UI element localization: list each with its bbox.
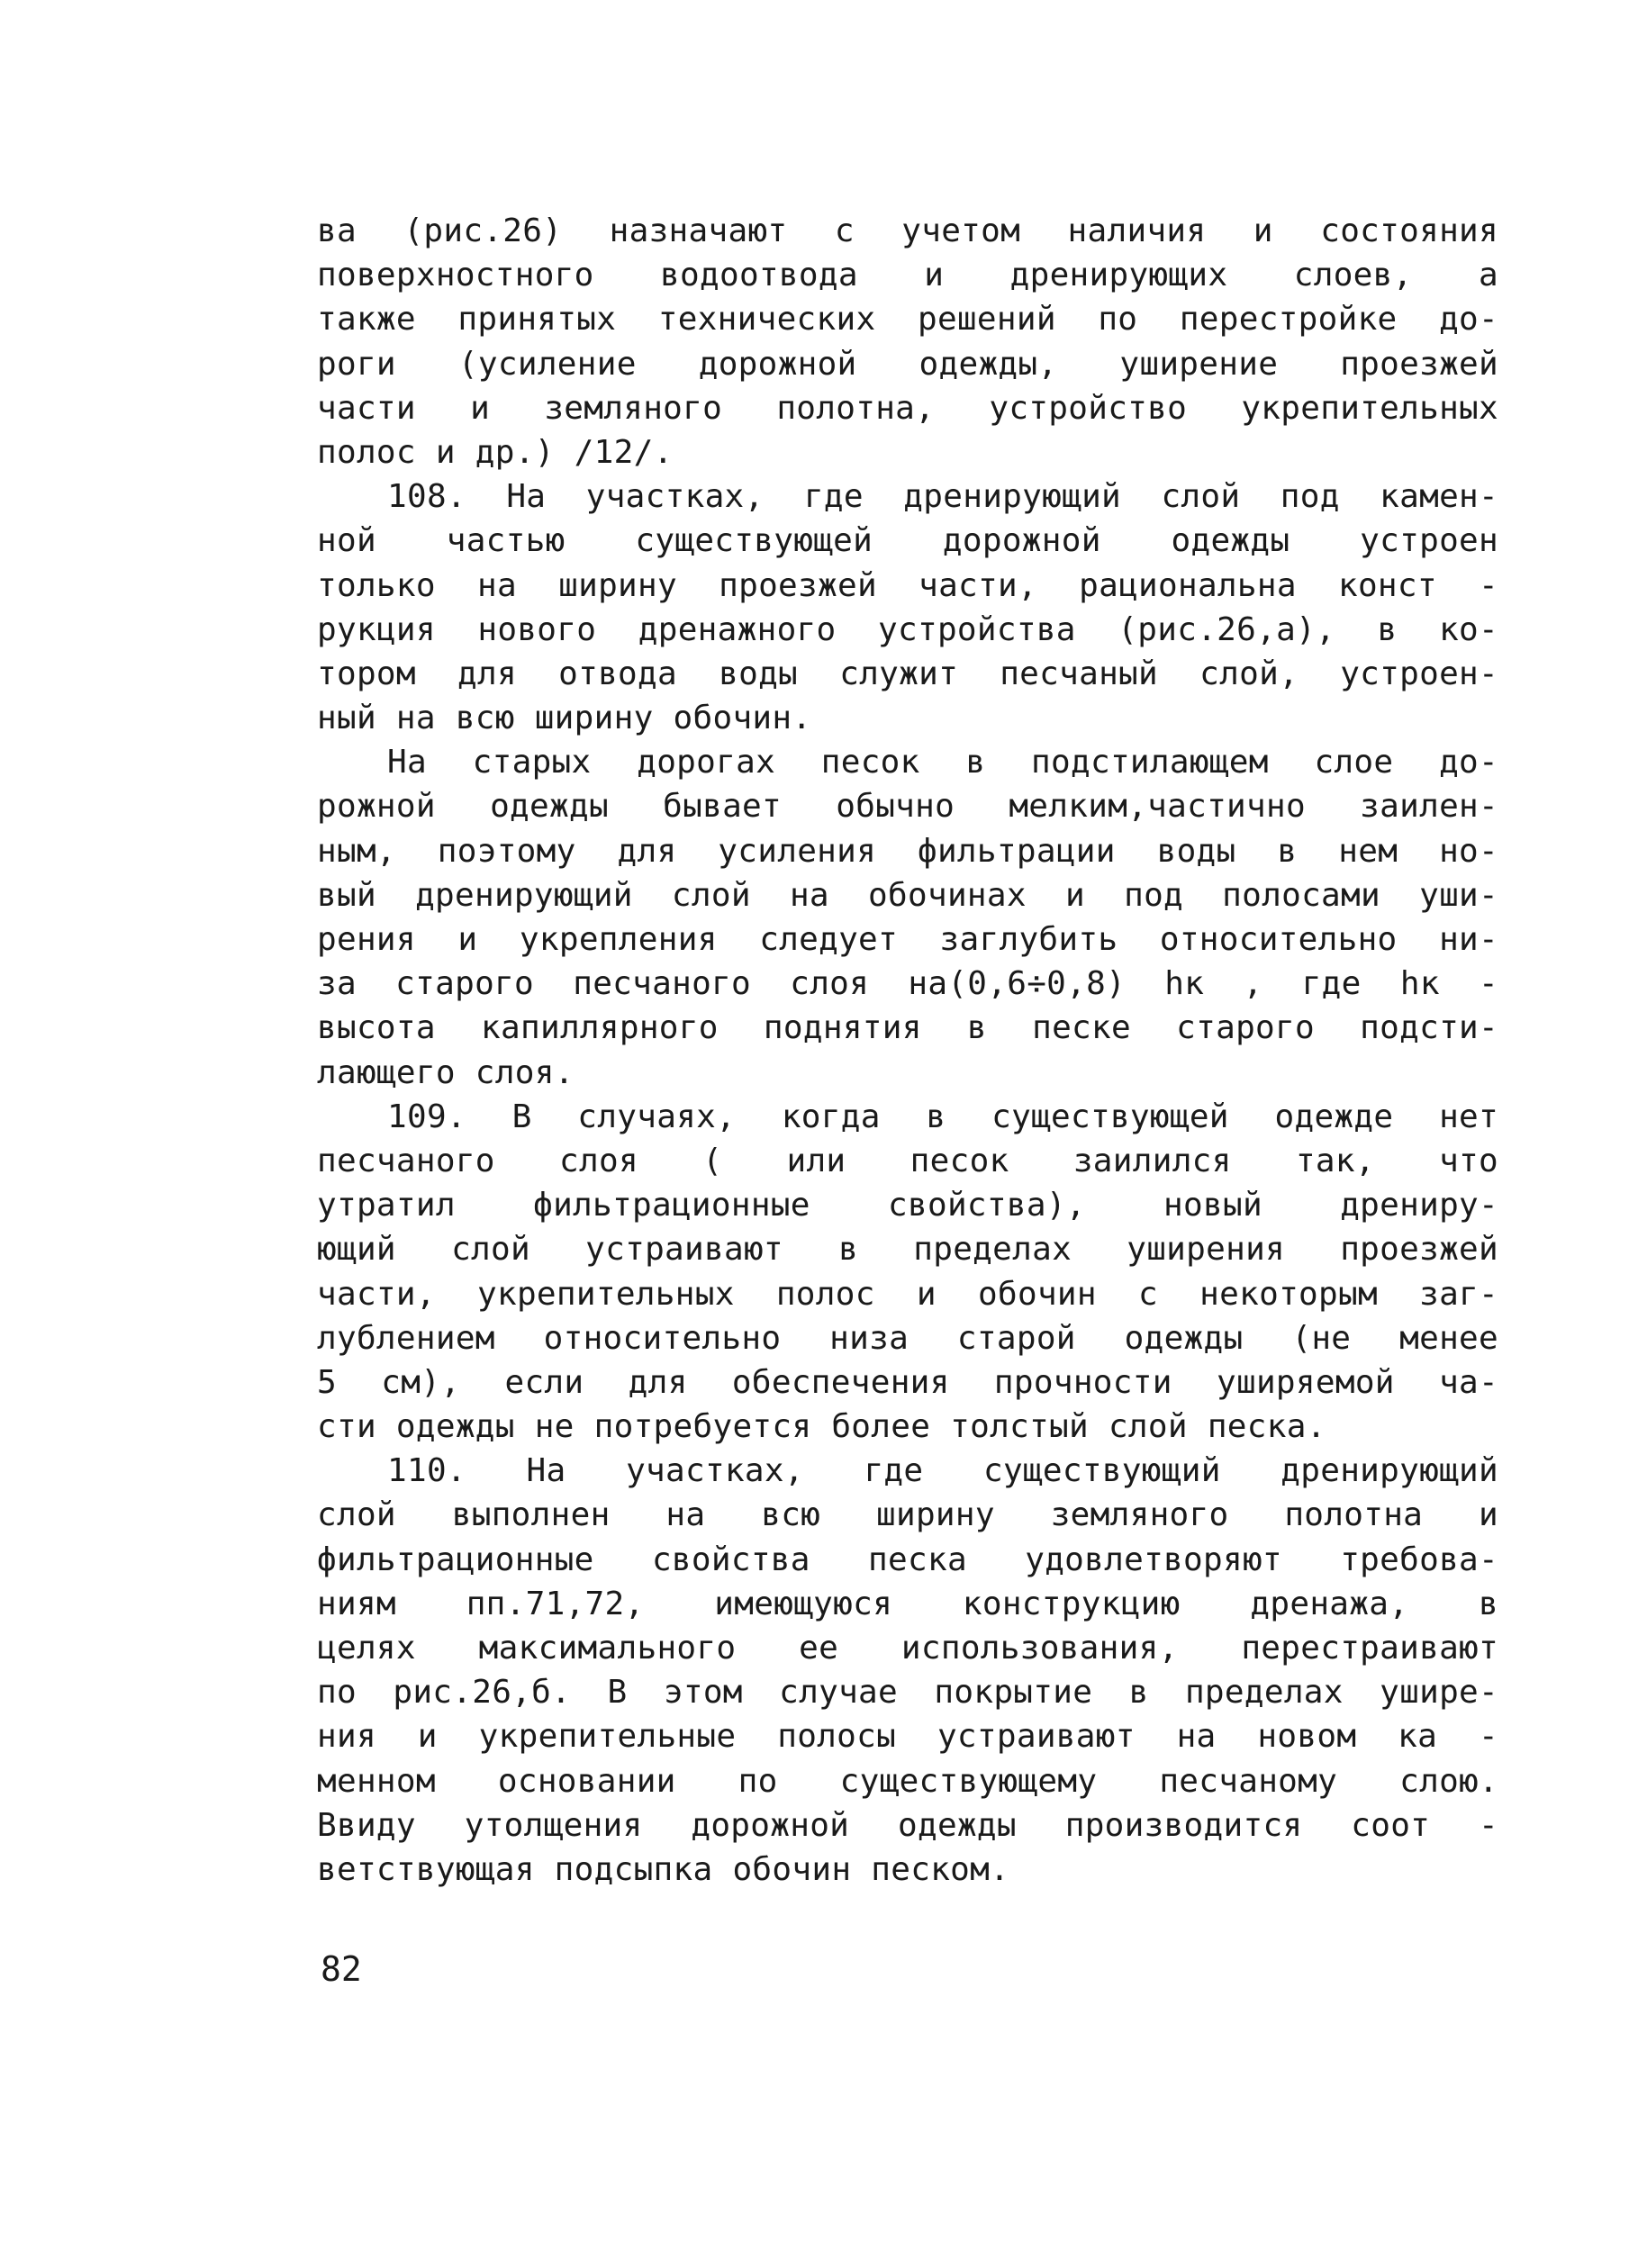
text-line: утратил фильтрационные свойства), новый дрениру-: [317, 1187, 1498, 1224]
text-line: ветствующая подсыпка обочин песком.: [317, 1850, 1010, 1888]
text-line: за старого песчаного слоя на(0,6÷0,8) hк , где hк -: [317, 965, 1498, 1003]
text-line: песчаного слоя ( или песок заилился так, что: [317, 1142, 1498, 1179]
text-line: по рис.26,б. В этом случае покрытие в пределах ушире-: [317, 1674, 1498, 1712]
text-line: ющий слой устраивают в пределах уширения проезжей: [317, 1231, 1498, 1269]
text-line: 108. На участках, где дренирующий слой под камен-: [387, 478, 1498, 516]
text-line: 109. В случаях, когда в существующей одежде нет: [387, 1098, 1498, 1135]
text-line: части и земляного полотна, устройство укрепительных: [317, 389, 1498, 427]
text-line: тором для отвода воды служит песчаный слой, устроен-: [317, 655, 1498, 692]
page-number: 82: [321, 1949, 362, 1989]
text-line: лающего слоя.: [317, 1053, 575, 1091]
text-line: ным, поэтому для усиления фильтрации воды в нем но-: [317, 832, 1498, 870]
text-line: ва (рис.26) назначают с учетом наличия и состояния: [317, 212, 1498, 249]
text-line: полос и др.) /12/.: [317, 433, 674, 471]
text-line: слой выполнен на всю ширину земляного полотна и: [317, 1496, 1498, 1534]
text-line: рения и укрепления следует заглубить относительно ни-: [317, 921, 1498, 958]
text-line: менном основании по существующему песчаному слою.: [317, 1762, 1498, 1800]
text-line: фильтрационные свойства песка удовлетворяют требова-: [317, 1541, 1498, 1578]
text-line: поверхностного водоотвода и дренирующих слоев, а: [317, 257, 1498, 294]
text-line: роги (усиление дорожной одежды, уширение проезжей: [317, 345, 1498, 383]
text-line: части, укрепительных полос и обочин с некоторым заг-: [317, 1275, 1498, 1313]
text-line: 110. На участках, где существующий дренирующий: [387, 1452, 1498, 1490]
text-line: только на ширину проезжей части, рациональна конст -: [317, 566, 1498, 604]
text-line: ной частью существующей дорожной одежды устроен: [317, 522, 1498, 560]
body-text: [317, 209, 1498, 1892]
text-line: ниям пп.71,72, имеющуюся конструкцию дренажа, в: [317, 1585, 1498, 1622]
text-line: вый дренирующий слой на обочинах и под полосами уши-: [317, 876, 1498, 914]
text-line: сти одежды не потребуется более толстый слой песка.: [317, 1408, 1326, 1446]
text-line: ния и укрепительные полосы устраивают на новом ка -: [317, 1718, 1498, 1756]
text-line: лублением относительно низа старой одежды (не менее: [317, 1319, 1498, 1357]
text-line: ный на всю ширину обочин.: [317, 700, 812, 737]
text-line: высота капиллярного поднятия в песке старого подсти-: [317, 1009, 1498, 1047]
text-line: рожной одежды бывает обычно мелким,частично заилен-: [317, 788, 1498, 826]
text-line: рукция нового дренажного устройства (рис.26,а), в ко-: [317, 610, 1498, 648]
text-line: На старых дорогах песок в подстилающем слое до-: [387, 744, 1498, 782]
text-line: Ввиду утолщения дорожной одежды производится соот -: [317, 1806, 1498, 1844]
text-line: 5 см), если для обеспечения прочности уширяемой ча-: [317, 1363, 1498, 1401]
text-line: целях максимального ее использования, перестраивают: [317, 1630, 1498, 1667]
text-line: также принятых технических решений по перестройке до-: [317, 301, 1498, 339]
